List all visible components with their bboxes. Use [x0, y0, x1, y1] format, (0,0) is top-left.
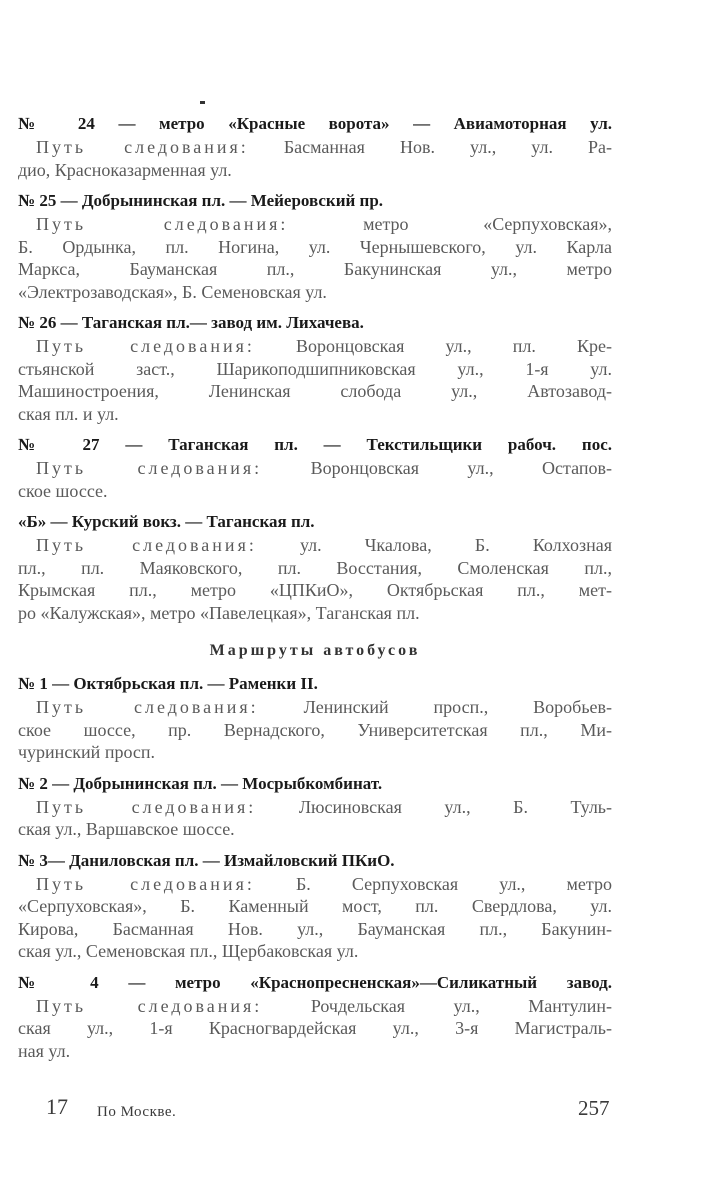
route-title: № 25 — Добрынинская пл. — Мейеровский пр. — [18, 191, 384, 210]
route-entry — [18, 849, 612, 963]
route-entry — [18, 189, 612, 303]
route-path-line — [18, 258, 612, 281]
route-path-line — [18, 818, 612, 841]
route-path-text: ская ул., Варшавское шоссе. — [18, 819, 235, 839]
route-path-text: Б. Серпуховская ул., метро — [295, 873, 612, 894]
route-path-line — [18, 281, 612, 304]
route-path-line — [18, 457, 612, 480]
route-path-line — [18, 741, 612, 764]
route-title: № 26 — Таганская пл.— завод им. Лихачева. — [18, 313, 364, 332]
route-path-text: Б. Ордынка, пл. Ногина, ул. Чернышевского, ул. Карла — [18, 236, 612, 257]
route-path-line — [18, 136, 612, 159]
route-entry — [18, 311, 612, 425]
route-entry — [18, 971, 612, 1063]
route-title: № 2 — Добрынинская пл. — Мосрыбкомбинат. — [18, 773, 383, 793]
signature-number: 17 — [46, 1094, 68, 1119]
route-path-label: Путь следования: — [36, 336, 255, 356]
route-path-label: Путь следования: — [36, 137, 249, 157]
route-path-text: Басманная Нов. ул., ул. Ра- — [283, 137, 612, 157]
route-path — [18, 457, 612, 502]
print-mark — [200, 101, 205, 104]
route-path — [18, 873, 612, 963]
route-path-text: Люсиновская ул., Б. Туль- — [298, 796, 613, 817]
route-path-line — [18, 719, 612, 742]
route-path-text: Машиностроения, Ленинская слобода ул., Автозавод- — [18, 381, 612, 401]
route-path-text: ул. Чкалова, Б. Колхозная — [299, 535, 612, 555]
route-path-text: Крымская пл., метро «ЦПКиО», Октябрьская пл., мет- — [18, 580, 612, 600]
route-path-text: «Серпуховская», Б. Каменный мост, пл. Свердлова, ул. — [18, 896, 612, 916]
route-path-text: Воронцовская ул., пл. Кре- — [295, 336, 612, 356]
page-footer — [0, 1094, 721, 1134]
route-title: № 27 — Таганская пл. — Текстильщики рабоч. пос. — [18, 435, 612, 454]
route-path-text: ская пл. и ул. — [18, 403, 119, 424]
route-path-line — [18, 480, 612, 503]
page-number: 257 — [578, 1096, 610, 1120]
route-path-line — [18, 335, 612, 358]
route-path-text: метро «Серпуховская», — [363, 214, 612, 234]
route-path-line — [18, 534, 612, 557]
route-path-label: Путь следования: — [36, 458, 263, 478]
tram-routes-list — [18, 112, 612, 624]
route-title: № 24 — метро «Красные ворота» — Авиамоторная ул. — [18, 114, 612, 133]
route-path-line — [18, 1040, 612, 1063]
route-path-line — [18, 159, 612, 182]
route-entry — [18, 672, 612, 764]
route-path-line — [18, 380, 612, 403]
route-path-line — [18, 602, 612, 625]
route-path-text: Воронцовская ул., Остапов- — [310, 458, 612, 478]
route-path — [18, 213, 612, 303]
route-path-text: дио, Красноказарменная ул. — [18, 159, 232, 180]
route-path-line — [18, 796, 612, 819]
route-path-text: чуринский просп. — [18, 742, 156, 762]
route-path-label: Путь следования: — [36, 214, 289, 234]
route-path-line — [18, 1017, 612, 1040]
route-entry — [18, 772, 612, 841]
route-path-text: ское шоссе, пр. Вернадского, Университетская пл., Ми- — [18, 719, 612, 740]
route-path-text: Маркса, Бауманская пл., Бакунинская ул., метро — [18, 259, 612, 279]
route-title: № 3— Даниловская пл. — Измайловский ПКиО. — [18, 850, 395, 870]
route-path-text: ская ул., 1-я Красногвардейская ул., 3-я Магистраль- — [18, 1018, 612, 1038]
route-path-line — [18, 557, 612, 580]
route-entry — [18, 433, 612, 502]
route-path-text: пл., пл. Маяковского, пл. Восстания, Смоленская пл., — [18, 557, 612, 578]
route-path-label: Путь следования: — [36, 697, 259, 717]
route-path-line — [18, 995, 612, 1018]
route-path-text: ское шоссе. — [18, 480, 108, 501]
route-path-text: Рочдельская ул., Мантулин- — [310, 995, 612, 1016]
route-path-text: ская ул., Семеновская пл., Щербаковская ул. — [18, 941, 359, 961]
route-path — [18, 534, 612, 624]
route-path-label: Путь следования: — [36, 535, 257, 555]
route-path-line — [18, 940, 612, 963]
route-path-line — [18, 895, 612, 918]
page-content — [18, 112, 612, 1070]
route-path-text: стьянской заст., Шарикоподшипниковская ул., 1-я ул. — [18, 358, 612, 379]
route-path — [18, 796, 612, 841]
route-path-text: ро «Калужская», метро «Павелецкая», Таганская пл. — [18, 602, 420, 623]
section-heading-bus-routes: Маршруты автобусов — [209, 642, 421, 659]
route-path-text: Кирова, Басманная Нов. ул., Бауманская пл., Бакунин- — [18, 918, 612, 939]
route-path-line — [18, 236, 612, 259]
route-path-line — [18, 696, 612, 719]
route-path-text: ная ул. — [18, 1040, 71, 1061]
route-title: № 4 — метро «Краснопресненская»—Силикатный завод. — [18, 972, 612, 992]
route-entry — [18, 112, 612, 181]
signature-text: По Москве. — [97, 1104, 177, 1120]
bus-routes-list — [18, 672, 612, 1062]
route-path — [18, 696, 612, 764]
route-path-label: Путь следования: — [36, 796, 257, 817]
route-path-line — [18, 213, 612, 236]
route-path-text: «Электрозаводская», Б. Семеновская ул. — [18, 281, 327, 302]
route-path-label: Путь следования: — [36, 873, 255, 894]
route-path — [18, 995, 612, 1063]
route-path-label: Путь следования: — [36, 995, 263, 1016]
route-path-line — [18, 579, 612, 602]
route-path-text: Ленинский просп., Воробьев- — [303, 697, 613, 717]
route-path — [18, 335, 612, 425]
route-path-line — [18, 403, 612, 426]
route-title: «Б» — Курский вокз. — Таганская пл. — [18, 512, 315, 531]
route-path-line — [18, 358, 612, 381]
route-path-line — [18, 873, 612, 896]
route-title: № 1 — Октябрьская пл. — Раменки II. — [18, 674, 318, 693]
route-path-line — [18, 918, 612, 941]
route-entry — [18, 510, 612, 624]
route-path — [18, 136, 612, 181]
